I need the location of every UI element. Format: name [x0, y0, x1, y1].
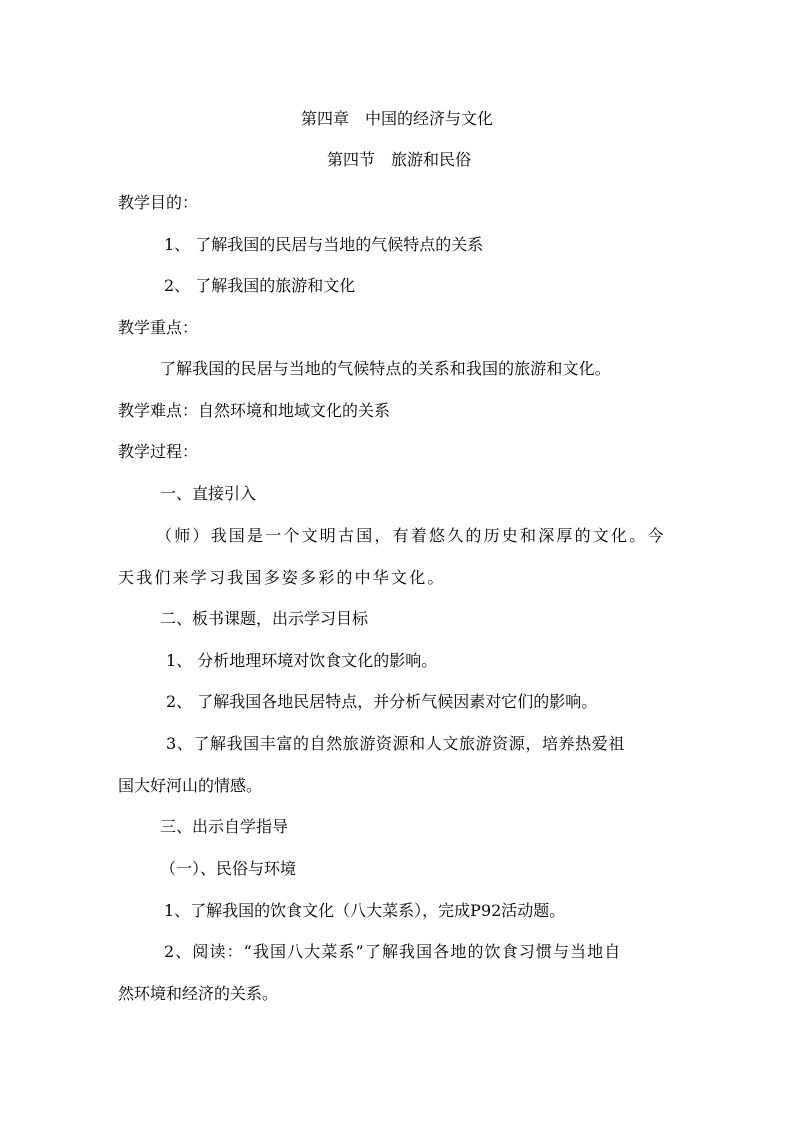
goal-item-1: 1、 分析地理环境对饮食文化的影响。 [166, 651, 438, 670]
step-2-heading: 二、板书课题，出示学习目标 [160, 609, 369, 628]
step-1-heading: 一、直接引入 [160, 484, 257, 503]
difficulty-line: 教学难点：自然环境和地域文化的关系 [118, 401, 391, 420]
goal-item-3-line-1: 3、了解我国丰富的自然旅游资源和人文旅游资源，培养热爱祖 [166, 734, 625, 753]
step-1-text-line-2: 天我们来学习我国多姿多彩的中华文化。 [118, 568, 446, 587]
key-points-heading: 教学重点： [118, 318, 199, 337]
objective-item-1: 1、 了解我国的民居与当地的气候特点的关系 [164, 235, 484, 254]
goal-item-2: 2、 了解我国各地民居特点，并分析气候因素对它们的影响。 [166, 692, 598, 711]
guide-item-2-line-2: 然环境和经济的关系。 [118, 984, 279, 1003]
process-heading: 教学过程： [118, 442, 199, 461]
objectives-heading: 教学目的： [118, 193, 199, 212]
section-title: 第四节 旅游和民俗 [326, 150, 471, 169]
key-points-text: 了解我国的民居与当地的气候特点的关系和我国的旅游和文化。 [160, 359, 611, 378]
goal-item-3-line-2: 国大好河山的情感。 [118, 776, 263, 795]
step-3-heading: 三、出示自学指导 [160, 817, 289, 836]
sub-heading-customs-environment: （一）、民俗与环境 [160, 859, 297, 878]
objective-item-2: 2、 了解我国的旅游和文化 [164, 276, 356, 295]
guide-item-2-line-1: 2、阅读：“我国八大菜系”了解我国各地的饮食习惯与当地自 [164, 942, 622, 961]
step-1-text-line-1: （师）我国是一个文明古国，有着悠久的历史和深厚的文化。今 [156, 526, 666, 545]
chapter-title: 第四章 中国的经济与文化 [300, 109, 493, 128]
guide-item-1: 1、了解我国的饮食文化（八大菜系），完成P92活动题。 [164, 901, 566, 920]
